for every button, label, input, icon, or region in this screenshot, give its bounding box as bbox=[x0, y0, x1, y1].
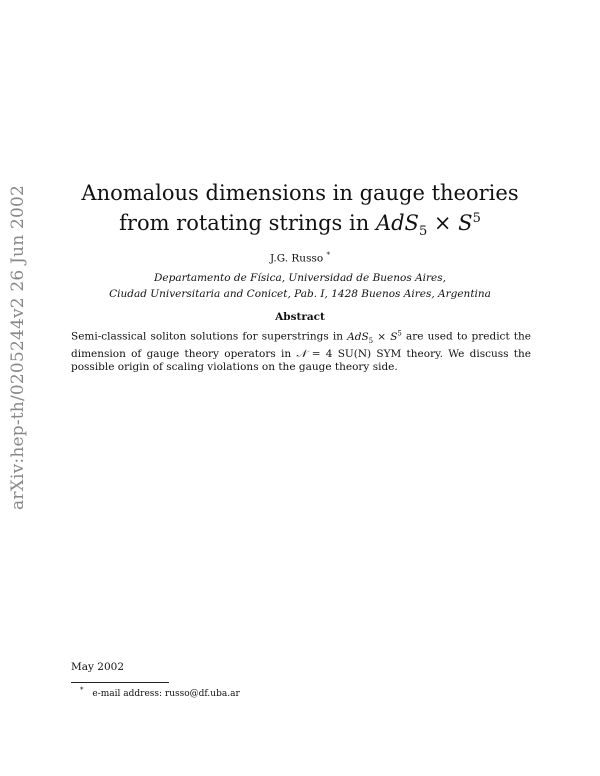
author bbox=[0, 251, 600, 265]
author-name: J.G. Russo bbox=[269, 252, 324, 265]
footnote-divider bbox=[71, 682, 169, 683]
footnote bbox=[80, 686, 240, 699]
title-line-2 bbox=[0, 206, 600, 245]
abstract-part-1: Semi-classical soliton solutions for superstrings in bbox=[71, 330, 348, 343]
publication-date: May 2002 bbox=[71, 661, 125, 673]
abstract-math-n: 𝒩 bbox=[296, 347, 307, 360]
abstract-part-3: = 4 SU(N) SYM theory. We discuss the possible origin of scaling violations on the gauge theory side. bbox=[71, 347, 531, 373]
affiliation-line-2: Ciudad Universitaria and Conicet, Pab. I, 1428 Buenos Aires, Argentina bbox=[109, 288, 491, 300]
arxiv-identifier: arXiv:hep-th/0205244v2 26 Jun 2002 bbox=[8, 184, 28, 510]
affiliation-line-1: Departamento de Física, Universidad de Buenos Aires, bbox=[153, 272, 446, 284]
affiliation bbox=[0, 270, 600, 302]
footnote-mark: * bbox=[80, 686, 84, 694]
abstract-text bbox=[71, 327, 531, 374]
abstract-math-ads: $AdS_5 \times S^5$ bbox=[347, 329, 402, 345]
footnote-text: e-mail address: russo@df.uba.ar bbox=[92, 689, 240, 699]
abstract-heading: Abstract bbox=[275, 311, 325, 323]
paper-title bbox=[0, 180, 600, 245]
title-math: $AdS_5 \times S^5$ bbox=[375, 211, 481, 240]
title-line-2-text: from rotating strings in bbox=[119, 211, 376, 235]
author-footnote-mark: * bbox=[326, 251, 331, 259]
title-line-1: Anomalous dimensions in gauge theories bbox=[81, 181, 519, 205]
abstract-part-2: are used to predict the dimension of gauge theory operators in bbox=[71, 330, 531, 360]
